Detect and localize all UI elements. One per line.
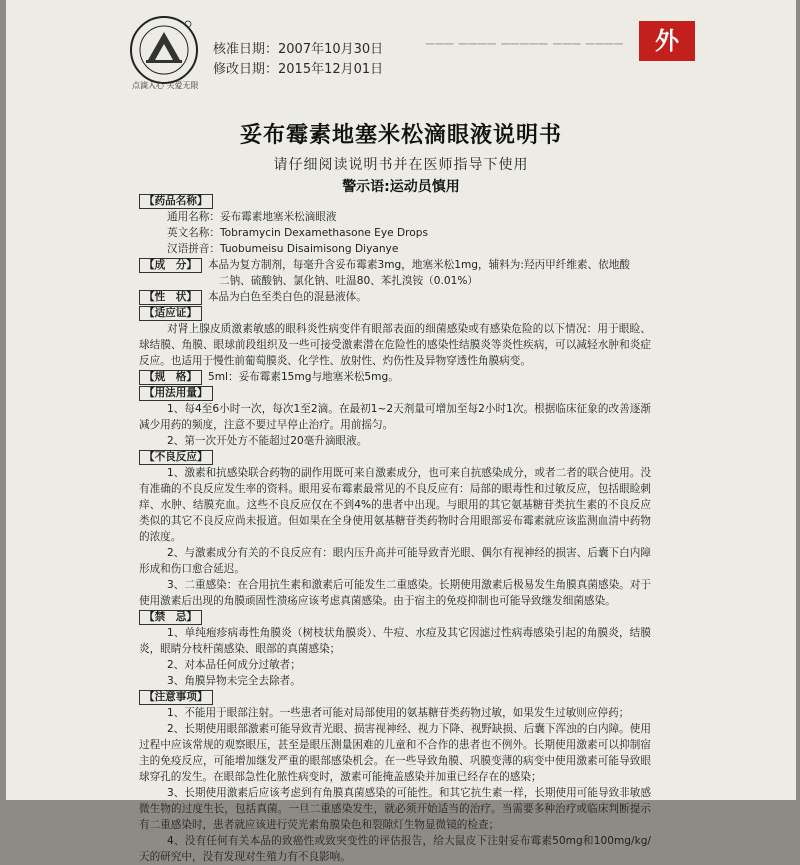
section-drug-name xyxy=(139,193,651,257)
section-label: 【注意事项】 xyxy=(139,690,213,705)
english-name: 英文名称：Tobramycin Dexamethasone Eye Drops xyxy=(167,227,429,239)
leaflet-body xyxy=(139,193,651,865)
precaution-item-4: 4、没有任何有关本品的致癌性或致突变性的评估报告，给大鼠皮下注射妥布霉素50mg和100mg/kg/天的研究中，没有发现对生殖力有不良影响。 xyxy=(139,835,651,863)
document-subtitle: 请仔细阅读说明书并在医师指导下使用 xyxy=(273,157,529,173)
pinyin-name: 汉语拼音：Tuobumeisu Disaimisong Diyanye xyxy=(167,243,399,255)
revision-date: 修改日期：2015年12月01日 xyxy=(213,62,384,77)
adverse-item-1: 1、激素和抗感染联合药物的副作用既可来自激素成分，也可来自抗感染成分，或者二者的联合使用。没有准确的不良反应发生率的资料。眼用妥布霉素最常见的不良反应有：局部的眼毒性和过敏反应，包括眼睑刺痒、水肿、结膜充血。这些不良反应仅在不到4%的患者中出现。与眼用的其它氨基糖苷类抗生素的不良反应类似的其它不良反应尚未报道。但如果在全身使用氨基糖苷类药物时合用眼部妥布霉素就应该监测血清中药物的浓度。 xyxy=(139,467,651,543)
section-label: 【成 分】 xyxy=(139,258,202,273)
section-specification xyxy=(139,369,651,385)
contraindication-item-2: 2、对本品任何成分过敏者； xyxy=(167,659,301,671)
indications-text: 对肾上腺皮质激素敏感的眼科炎性病变伴有眼部表面的细菌感染或有感染危险的以下情况：用于眼睑、球结膜、角膜、眼球前段组织及一些可接受激素潜在危险性的感染性结膜炎等炎性疾病，可以减轻水肿和炎症反应。也适用于慢性前葡萄膜炎、化学性、放射性、灼伤性及异物穿透性角膜病变。 xyxy=(139,323,651,367)
contraindication-item-3: 3、角膜异物未完全去除者。 xyxy=(167,675,301,687)
company-motto: 点滴入心 关爱无限 xyxy=(132,81,199,90)
generic-name: 通用名称：妥布霉素地塞米松滴眼液 xyxy=(167,211,337,223)
reverse-side-bleed: ▁▁▁ ▁▁▁▁ ▁▁▁▁▁ ▁▁▁ ▁▁▁▁ xyxy=(426,32,624,45)
appearance-text: 本品为白色至类白色的混悬液体。 xyxy=(207,291,367,303)
warning-text: 警示语:运动员慎用 xyxy=(342,179,460,195)
precaution-item-1: 1、不能用于眼部注射。一些患者可能对局部使用的氨基糖苷类药物过敏，如果发生过敏则应停药； xyxy=(167,707,630,719)
section-label: 【适应证】 xyxy=(139,306,202,321)
date-block xyxy=(213,40,383,80)
composition-line-2: 二钠、硫酸钠、氯化钠、吐温80、苯扎溴铵（0.01%） xyxy=(219,275,479,287)
dosage-item-1: 1、每4至6小时一次，每次1至2滴。在最初1~2天剂量可增加至每2小时1次。根据临床征象的改善逐渐减少用药的频度，注意不要过早停止治疗。用前摇匀。 xyxy=(139,403,651,431)
adverse-item-3: 3、二重感染：在合用抗生素和激素后可能发生二重感染。长期使用激素后极易发生角膜真菌感染。对于使用激素后出现的角膜顽固性溃疡应该考虑真菌感染。由于宿主的免疫抑制也可能导致继发细菌感染。 xyxy=(139,579,651,607)
external-use-badge: 外 xyxy=(639,21,695,61)
section-label: 【不良反应】 xyxy=(139,450,213,465)
section-label: 【规 格】 xyxy=(139,370,202,385)
section-indications xyxy=(139,305,651,369)
company-logo xyxy=(128,14,200,86)
section-label: 【药品名称】 xyxy=(139,194,213,209)
section-composition xyxy=(139,257,651,289)
leaflet-paper xyxy=(6,0,796,863)
dosage-item-2: 2、第一次开处方不能超过20毫升滴眼液。 xyxy=(167,435,368,447)
precaution-item-2: 2、长期使用眼部激素可能导致青光眼、损害视神经、视力下降、视野缺损、后囊下浑浊的白内障。使用过程中应该常规的观察眼压，甚至是眼压测量困难的儿童和不合作的患者也不例外。长期使用激素可以抑制宿主的免疫反应，可能增加继发严重的眼部感染机会。在一些导致角膜、巩膜变薄的病变中使用激素可能导致眼球穿孔的发生。在眼部急性化脓性病变时，激素可能掩盖感染并加重已经存在的感染； xyxy=(139,723,651,783)
section-label: 【性 状】 xyxy=(139,290,202,305)
specification-text: 5ml：妥布霉素15mg与地塞米松5mg。 xyxy=(207,371,399,383)
contraindication-item-1: 1、单纯疱疹病毒性角膜炎（树枝状角膜炎）、牛痘、水痘及其它因滤过性病毒感染引起的角膜炎，结膜炎，眼睛分枝杆菌感染、眼部的真菌感染； xyxy=(139,627,651,655)
section-adverse-reactions xyxy=(139,449,651,609)
approval-date: 核准日期：2007年10月30日 xyxy=(213,42,384,57)
section-precautions xyxy=(139,689,651,865)
adverse-item-2: 2、与激素成分有关的不良反应有：眼内压升高并可能导致青光眼、偶尔有视神经的损害、后囊下白内障形成和伤口愈合延迟。 xyxy=(139,547,651,575)
section-contraindications xyxy=(139,609,651,689)
section-label: 【禁 忌】 xyxy=(139,610,202,625)
section-dosage xyxy=(139,385,651,449)
composition-line-1: 本品为复方制剂，每毫升含妥布霉素3mg，地塞米松1mg，辅料为:羟丙甲纤维素、依地酸 xyxy=(207,259,630,271)
document-title: 妥布霉素地塞米松滴眼液说明书 xyxy=(239,122,562,148)
section-label: 【用法用量】 xyxy=(139,386,213,401)
precaution-item-3: 3、长期使用激素后应该考虑到有角膜真菌感染的可能性。和其它抗生素一样，长期使用可能导致非敏感微生物的过度生长，包括真菌。一旦二重感染发生，就必须开始适当的治疗。当需要多种治疗或临床判断提示有二重感染时，患者就应该进行荧光素角膜染色和裂隙灯生物显微镜的检查； xyxy=(139,787,651,831)
section-appearance xyxy=(139,289,651,305)
